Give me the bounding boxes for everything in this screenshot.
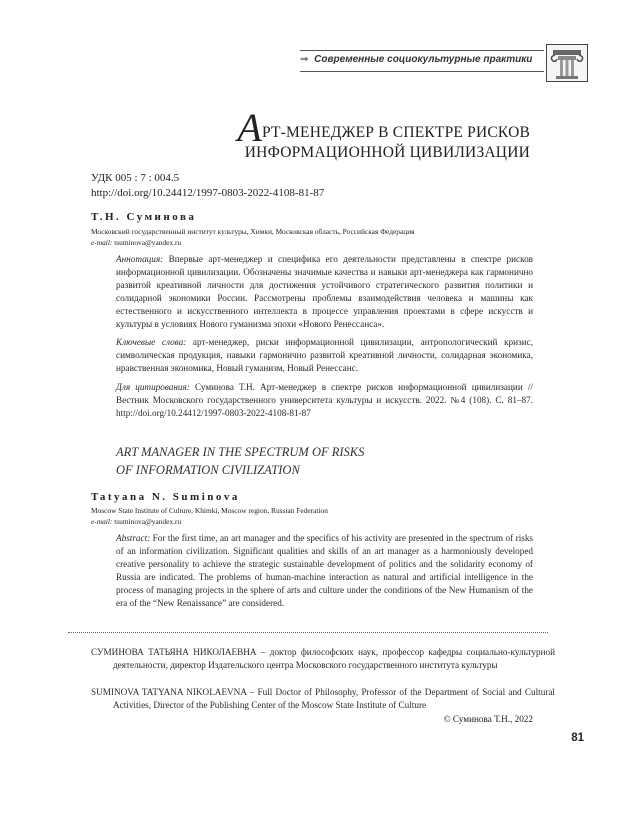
article-title-ru [60, 105, 530, 162]
email-label: e-mail: [91, 238, 113, 247]
header-rule-top [300, 50, 544, 51]
running-header [300, 54, 532, 65]
title-line-1 [60, 105, 530, 150]
email-address-en[interactable]: tsuminova@yandex.ru [114, 517, 182, 526]
udk-code: УДК 005 : 7 : 004.5 [91, 172, 180, 184]
en-title-line-2: OF INFORMATION CIVILIZATION [116, 463, 300, 477]
author-email-ru [91, 238, 181, 249]
email-address[interactable]: tsuminova@yandex.ru [114, 238, 182, 247]
doi-link[interactable]: http://doi.org/10.24412/1997-0803-2022-4108-81-87 [91, 187, 325, 199]
author-bio-ru: СУМИНОВА ТАТЬЯНА НИКОЛАЕВНА – доктор философских наук, профессор кафедры социально-культурной деятельности, директор Издательского центра Московского государственного института культуры [91, 647, 555, 670]
page-number: 81 [571, 732, 584, 744]
citation-text: Суминова Т.Н. Арт-менеджер в спектре рисков информационной цивилизации // Вестник Московского государственного университета культуры и искусств. 2022. №4 (108). С. 81–87. http://doi.org/10.24412/1997-0803-2022-4108-81-87 [116, 382, 533, 418]
title-drop-letter: А [237, 105, 262, 150]
author-affiliation-ru: Московский государственный институт культуры, Химки, Московская область, Российская Федерация [91, 227, 415, 236]
keywords-text: арт-менеджер, риски информационной цивилизации, антропологический кризис, символическая продукция, навыки гармонично развитой креативной личности, солидарная экономика, нравственная экономика, Новый гуманизм, Новый Ренессанс. [116, 337, 533, 373]
double-arrow-icon: ⇒ [300, 54, 309, 65]
annotation-text: Впервые арт-менеджер и специфика его деятельности представлены в спектре рисков информационной цивилизации. Обозначены значимые качества и навыки арт-менеджера как гармонично развитой креативной личности для достижения устойчивого стратегического развития политики и солидарной экономики России. Рассмотрены проблемы взаимодействия человека и машины как естественного и искусственного интеллекта в процессе управления проектами в сфере искусств и культуры в условиях Нового гуманизма эпохи «Нового Ренессанса». [116, 254, 533, 329]
author-bio-en: SUMINOVA TATYANA NIKOLAEVNA – Full Doctor of Philosophy, Professor of the Department of Social and Cultural Activities, Director of the Publishing Center of the Moscow State Institute of Culture [91, 687, 555, 710]
keywords-label: Ключевые слова: [116, 337, 187, 347]
abstract-paragraph [116, 532, 533, 609]
author-affiliation-en: Moscow State Institute of Culture, Khimki, Moscow region, Russian Federation [91, 506, 328, 515]
citation-paragraph [116, 381, 533, 420]
title-line-1-rest: РТ-МЕНЕДЖЕР В СПЕКТРЕ РИСКОВ [262, 124, 530, 141]
keywords-paragraph [116, 336, 533, 375]
title-line-2: ИНФОРМАЦИОННОЙ ЦИВИЛИЗАЦИИ [244, 144, 530, 161]
author-email-en [91, 517, 181, 528]
dotted-separator [68, 632, 548, 633]
copyright-notice: © Суминова Т.Н., 2022 [443, 714, 533, 724]
author-name-en: Tatyana N. Suminova [91, 491, 240, 503]
annotation-label: Аннотация: [116, 254, 164, 264]
section-title: Современные социокультурные практики [314, 54, 533, 65]
column-capital-icon [546, 44, 588, 82]
abstract-text: For the first time, an art manager and the specifics of his activity are presented in the spectrum of risks of an information civilization. Significant qualities and skills of an art manager as a harmoniously developed creative personality to achieve the strategic sustainable development of politics and the solidarity economy of Russia are indicated. The problems of human-machine interaction as natural and artificial intelligence in the process of managing projects in the sphere of arts and culture under the conditions of the New Humanism of the era of the “New Renaissance” are considered. [116, 533, 534, 608]
en-title-line-1: ART MANAGER IN THE SPECTRUM OF RISKS [116, 445, 365, 459]
email-label-en: e-mail: [91, 517, 113, 526]
abstract-label: Abstract: [116, 533, 151, 543]
citation-label: Для цитирования: [116, 382, 190, 392]
article-title-en [116, 443, 364, 479]
header-rule-bottom [300, 71, 544, 72]
annotation-paragraph [116, 253, 533, 330]
author-name-ru: Т.Н. Суминова [91, 211, 197, 223]
article-meta [91, 171, 324, 201]
